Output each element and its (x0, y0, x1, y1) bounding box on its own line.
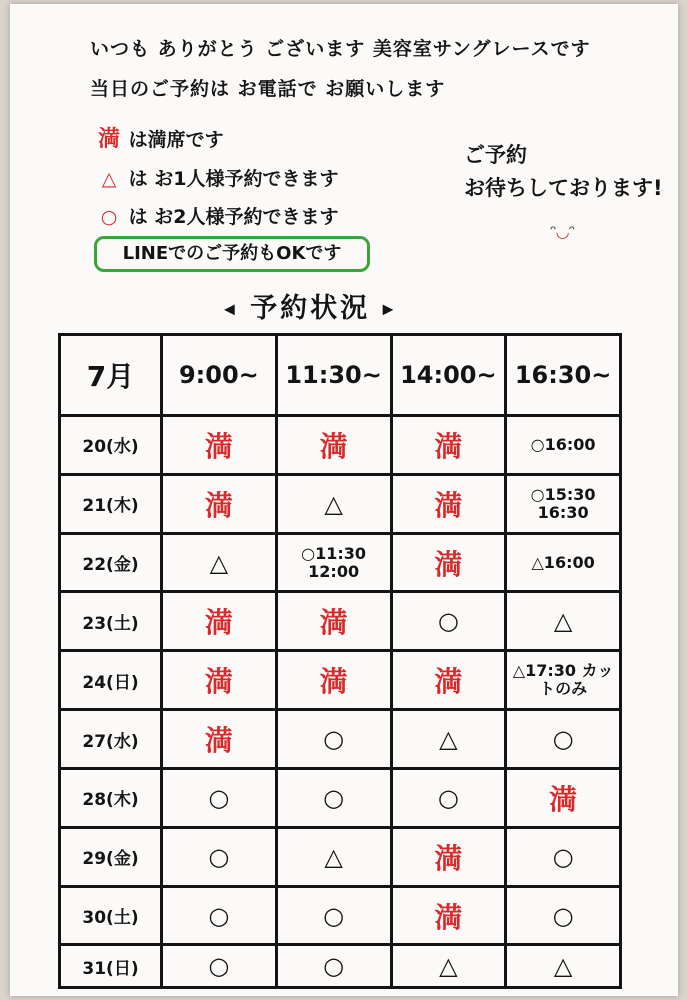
slot-cell: 満 (276, 651, 391, 710)
slot-cell: 満 (276, 592, 391, 651)
smile-doodle-icon: ᵔ◡ᵔ (550, 222, 575, 241)
slot-cell: ○ (162, 768, 277, 827)
slot-cell: ○ (506, 886, 621, 945)
time-header: 9:00~ (162, 335, 277, 416)
slot-cell: ○ (391, 592, 506, 651)
date-cell: 22(金) (60, 533, 162, 592)
triangle-icon: △ (101, 168, 117, 190)
slot-cell: △ (276, 827, 391, 886)
slot-cell: 満 (391, 651, 506, 710)
reservation-table (58, 333, 622, 989)
schedule-title-text: 予約状況 (250, 293, 371, 324)
slot-cell: 満 (391, 886, 506, 945)
legend-circle (96, 202, 338, 229)
date-cell: 28(木) (60, 768, 162, 827)
slot-cell: ○ (506, 827, 621, 886)
table-row (60, 474, 621, 533)
slot-cell: △17:30 カットのみ (506, 651, 621, 710)
slot-cell: ○11:30 12:00 (276, 533, 391, 592)
time-header: 11:30~ (276, 335, 391, 416)
slot-cell: ○ (162, 886, 277, 945)
table-row (60, 827, 621, 886)
slot-cell: 満 (162, 416, 277, 475)
full-symbol: 満 (97, 127, 120, 152)
slot-cell: △16:00 (506, 533, 621, 592)
legend-full-text: は満席です (128, 129, 224, 151)
legend-triangle (96, 164, 338, 191)
left-triangle-icon: ◀ (224, 301, 238, 318)
line-reservation-note: LINEでのご予約もOKです (94, 236, 370, 272)
slot-cell: ○15:30 16:30 (506, 474, 621, 533)
notice-paper (10, 4, 678, 996)
legend-circle-text: は お2人様予約できます (128, 206, 339, 228)
slot-cell: △ (506, 592, 621, 651)
slot-cell: ○ (162, 827, 277, 886)
slot-cell: △ (162, 533, 277, 592)
date-cell: 27(水) (60, 710, 162, 769)
table-row (60, 945, 621, 988)
circle-icon: ○ (100, 206, 118, 228)
table-row (60, 533, 621, 592)
slot-cell: △ (391, 945, 506, 988)
slot-cell: ○ (276, 945, 391, 988)
side-note-1: ご予約 (464, 143, 527, 167)
month-header: 7月 (60, 335, 162, 416)
slot-cell: △ (276, 474, 391, 533)
slot-cell: 満 (276, 416, 391, 475)
legend-full (96, 122, 224, 153)
date-cell: 31(日) (60, 945, 162, 988)
slot-cell: ○ (506, 710, 621, 769)
slot-cell: 満 (162, 651, 277, 710)
time-header: 14:00~ (391, 335, 506, 416)
intro-line-2: 当日のご予約は お電話で お願いします (90, 78, 446, 100)
date-cell: 20(水) (60, 416, 162, 475)
date-cell: 23(土) (60, 592, 162, 651)
side-note-2: お待ちしております! (464, 176, 663, 200)
slot-cell: ○ (391, 768, 506, 827)
slot-cell: ○ (276, 768, 391, 827)
slot-cell: ○ (162, 945, 277, 988)
table-row (60, 768, 621, 827)
date-cell: 29(金) (60, 827, 162, 886)
slot-cell: 満 (162, 474, 277, 533)
date-cell: 30(土) (60, 886, 162, 945)
slot-cell: ○ (276, 710, 391, 769)
slot-cell: 満 (391, 827, 506, 886)
slot-cell: 満 (506, 768, 621, 827)
slot-cell: △ (506, 945, 621, 988)
table-row (60, 886, 621, 945)
date-cell: 21(木) (60, 474, 162, 533)
time-header: 16:30~ (506, 335, 621, 416)
slot-cell: 満 (162, 710, 277, 769)
table-row (60, 416, 621, 475)
schedule-title (224, 286, 396, 325)
table-row (60, 710, 621, 769)
slot-cell: 満 (162, 592, 277, 651)
slot-cell: ○ (276, 886, 391, 945)
slot-cell: △ (391, 710, 506, 769)
slot-cell: 満 (391, 416, 506, 475)
table-header-row (60, 335, 621, 416)
date-cell: 24(日) (60, 651, 162, 710)
intro-line-1: いつも ありがとう ございます 美容室サングレースです (90, 38, 591, 60)
legend-triangle-text: は お1人様予約できます (128, 168, 339, 190)
slot-cell: 満 (391, 533, 506, 592)
slot-cell: 満 (391, 474, 506, 533)
table-row (60, 592, 621, 651)
table-row (60, 651, 621, 710)
right-triangle-icon: ▶ (382, 301, 397, 318)
slot-cell: ○16:00 (506, 416, 621, 475)
